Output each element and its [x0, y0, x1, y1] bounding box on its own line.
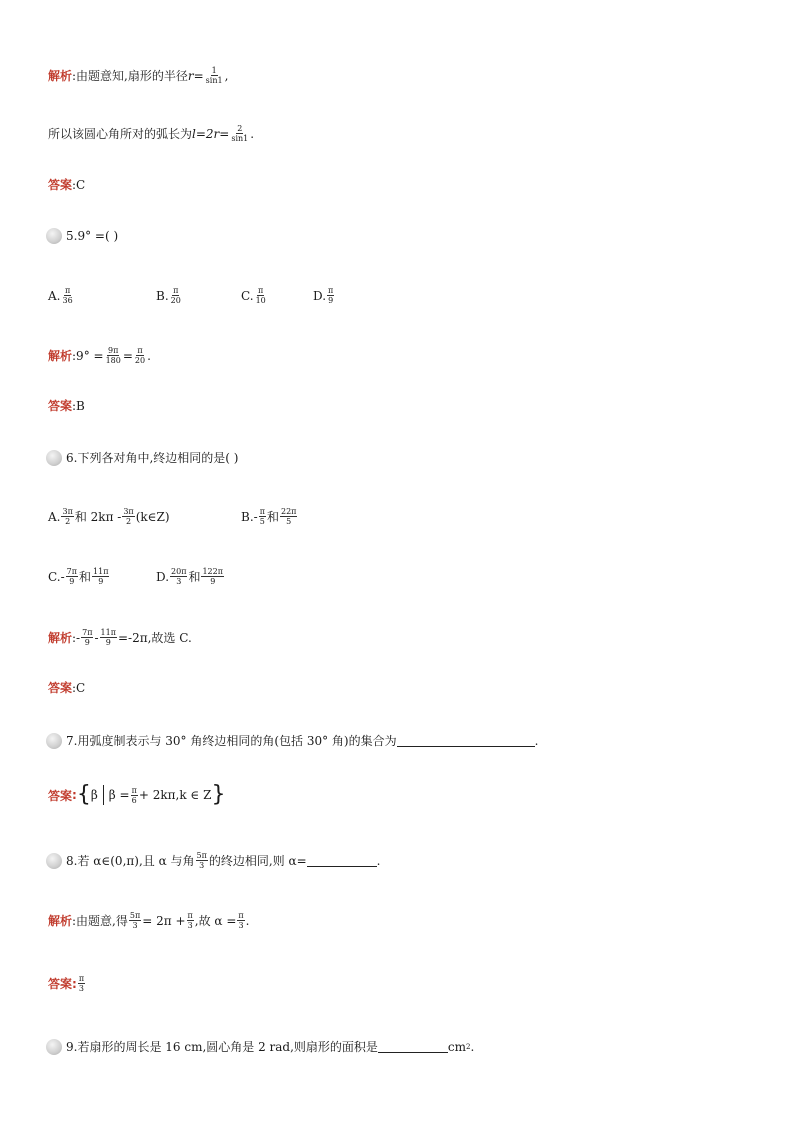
q9-stem: 9.若扇形的周长是 16 cm,圆心角是 2 rad,则扇形的面积是 cm 2 .	[48, 1038, 474, 1055]
q4-solution-line2: 所以该圆心角所对的弧长为 l=2r= $\frac{2}{\sin 1}$ .	[48, 124, 255, 143]
question-bullet-icon	[46, 228, 62, 244]
q5-answer: 答案 :B	[48, 398, 85, 413]
q6-solution: 解析 :- $\frac{7\pi}{9}$ - $\frac{11\pi}{9}$ =-2π,故选 C.	[48, 628, 192, 647]
question-bullet-icon	[46, 1039, 62, 1055]
q6-option-c: C. - $\frac{7\pi}{9}$ 和 $\frac{11\pi}{9}$	[48, 567, 109, 586]
answer-label: 答案	[48, 788, 73, 803]
fraction: $\frac{1}{\sin 1}$	[205, 66, 223, 85]
solution-label: 解析	[48, 631, 73, 645]
q6-option-a: A. $\frac{3\pi}{2}$ 和 2kπ - $\frac{3\pi}{2}$ (k∈Z)	[48, 507, 170, 526]
answer-blank[interactable]	[397, 735, 535, 747]
q5-stem: 5.9° =( )	[48, 228, 118, 244]
q5-option-b: B. $\frac{\pi}{20}$	[156, 286, 181, 305]
q6-option-b: B. - $\frac{\pi}{5}$ 和 $\frac{22\pi}{5}$	[241, 507, 297, 526]
q6-option-d: D. $\frac{20\pi}{3}$ 和 $\frac{122\pi}{9}$	[156, 567, 223, 586]
question-bullet-icon	[46, 450, 62, 466]
answer-label: 答案	[48, 399, 73, 413]
set-bar	[103, 785, 104, 805]
answer-blank[interactable]	[378, 1041, 448, 1053]
q7-stem: 7.用弧度制表示与 30° 角终边相同的角(包括 30° 角)的集合为 .	[48, 732, 538, 749]
q5-option-a: A. $\frac{\pi}{36}$	[48, 286, 73, 305]
q8-answer: 答案 : $\frac{\pi}{3}$	[48, 974, 85, 993]
q4-solution-line1: 解析 :由题意知,扇形的半径 r= $\frac{1}{\sin 1}$ ,	[48, 66, 229, 85]
answer-blank[interactable]	[307, 855, 377, 867]
fraction: $\frac{2}{\sin 1}$	[231, 124, 249, 143]
q8-solution: 解析 :由题意,得 $\frac{5\pi}{3}$ = 2π + $\frac{\pi}{3}$ ,故 α = $\frac{\pi}{3}$ .	[48, 911, 250, 930]
q8-stem: 8.若 α∈(0,π),且 α 与角 $\frac{5\pi}{3}$ 的终边相同,则 α= .	[48, 851, 380, 870]
answer-label: 答案	[48, 681, 73, 695]
answer-label: 答案	[48, 977, 73, 991]
q5-option-c: C. $\frac{\pi}{10}$	[241, 286, 266, 305]
question-bullet-icon	[46, 733, 62, 749]
q5-solution: 解析 :9° = $\frac{9\pi}{180}$ = $\frac{\pi}{20}$ .	[48, 346, 151, 365]
q6-answer: 答案 :C	[48, 680, 86, 695]
solution-label: 解析	[48, 69, 73, 83]
q7-answer: 答案 : { β β = $\frac{\pi}{6}$ + 2kπ,k ∈ Z }	[48, 782, 226, 807]
solution-label: 解析	[48, 349, 73, 363]
q5-option-d: D. $\frac{\pi}{9}$	[313, 286, 334, 305]
q6-stem: 6.下列各对角中,终边相同的是( )	[48, 449, 238, 466]
answer-label: 答案	[48, 178, 73, 192]
question-bullet-icon	[46, 853, 62, 869]
solution-label: 解析	[48, 914, 73, 928]
q4-answer: 答案 :C	[48, 177, 86, 192]
